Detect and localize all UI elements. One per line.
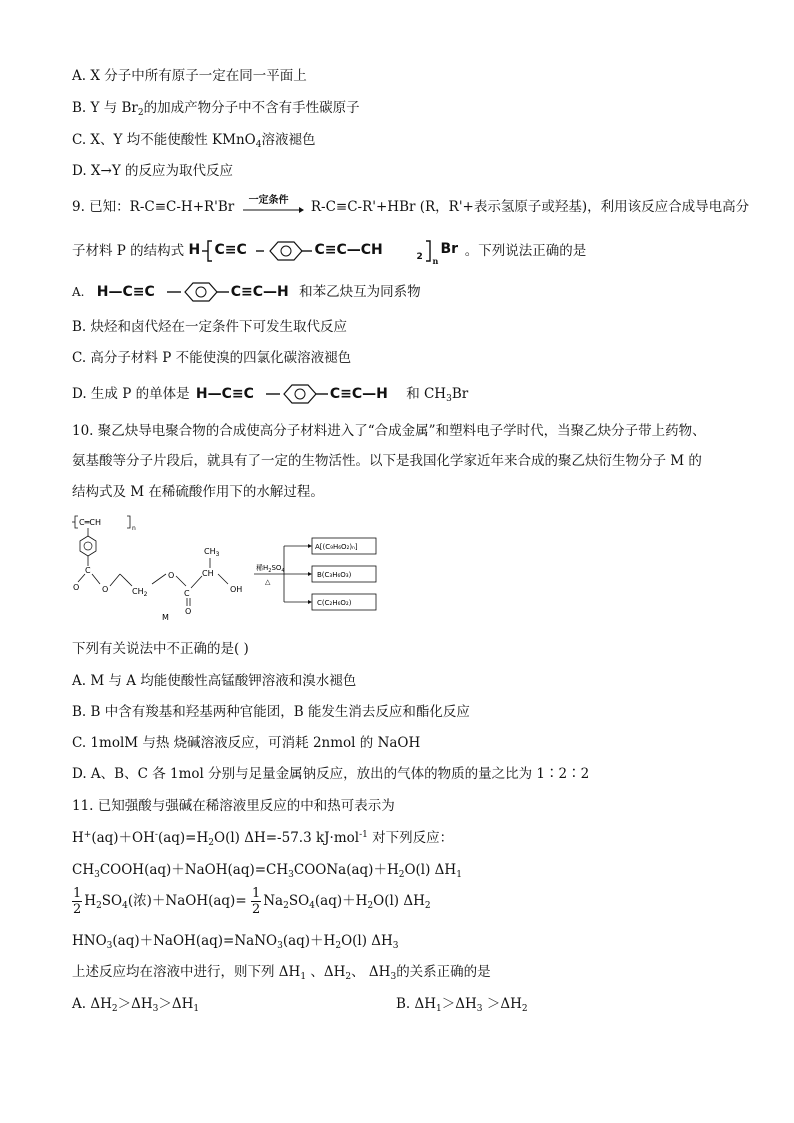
polymer-p-formula: H C≡C C≡C—CH 2 n Br [188, 238, 460, 264]
product-c-label: C(C₂H₆O₂) [317, 599, 352, 607]
diethynylbenzene-formula-d: H—C≡C C≡C—H [196, 382, 402, 406]
atom-c1: C [85, 566, 91, 575]
q11-question: 上述反应均在溶液中进行，则下列 $\Delta H_1$ 、$\Delta H_2$、 $\Delta H_3$的关系正确的是 [72, 964, 491, 982]
q9-option-d: D. 生成 P 的单体是 H—C≡C C≡C—H 和 $CH_3Br$ [72, 382, 468, 406]
arrow-icon [241, 198, 305, 216]
q8-option-d: D. X→Y 的反应为取代反应 [72, 163, 234, 179]
q9-option-b: B. 炔烃和卤代烃在一定条件下可发生取代反应 [72, 319, 348, 335]
product-b-label: B(C₃H₆O₃) [317, 571, 352, 579]
heat-symbol: △ [265, 578, 271, 586]
q10-option-d: D. A、B、C 各 1mol 分别与足量金属钠反应，放出的气体的物质的量之比为 1∶2∶2 [72, 766, 590, 782]
q10-question: 下列有关说法中不正确的是( ) [72, 641, 249, 657]
q11-option-a: A. $\Delta H_2>\Delta H_3>\Delta H_1$ [72, 996, 200, 1014]
fraction-half: $\frac{1}{2}$ [251, 886, 261, 917]
atom-c2: C [184, 589, 190, 598]
q9-option-a: A. H—C≡C C≡C—H 和苯乙炔互为同系物 [72, 280, 421, 304]
q8-option-c: C. X、Y 均不能使酸性 KMnO$_4$溶液褪色 [72, 132, 316, 150]
diethynylbenzene-formula-a: H—C≡C C≡C—H [97, 280, 295, 304]
q10-option-a: A. M 与 A 均能使酸性高锰酸钾溶液和溴水褪色 [72, 673, 357, 689]
q9-stem-line2: 子材料 P 的结构式 H C≡C C≡C—CH 2 n Br 。下列说法正确的是 [72, 238, 586, 264]
q11-equation-1: $CH_3COOH(aq)+NaOH(aq)=CH_3COONa(aq)+H_2O(l)$ $\Delta H_1$ [72, 862, 462, 880]
reaction-arrow [241, 195, 305, 216]
fraction-half: $\frac{1}{2}$ [73, 886, 82, 917]
atom-o1: O [73, 583, 80, 592]
q10-stem-line2: 氨基酸等分子片段后，就具有了一定的生物活性。以下是我国化学家近年来合成的聚乙炔衍生物分子 M 的 [72, 453, 702, 469]
q11-equation-2: $\frac{1}{2}$ $H_2SO_4$(浓)＋NaOH(aq)= $\frac{1}{2}$ $Na_2SO_4(aq)+H_2O(l)$ $\Delta H_2$ [73, 886, 431, 917]
q11-option-b: B. $\Delta H_1>\Delta H_3 >\Delta H_2$ [396, 996, 528, 1014]
q10-option-c: C. 1molM 与热 烧碱溶液反应，可消耗 2nmol 的 NaOH [72, 735, 421, 751]
chain-label: C═CH [79, 518, 102, 527]
m-hydrolysis-diagram [70, 512, 400, 624]
atom-o4: O [185, 607, 192, 616]
molecule-label-m: M [162, 613, 169, 622]
q10-option-b: B. B 中含有羧基和羟基两种官能团，B 能发生消去反应和酯化反应 [72, 704, 470, 720]
reagent-label: 稀$H_2SO_4$ [256, 564, 285, 574]
q10-stem-line1: 10. 聚乙炔导电聚合物的合成使高分子材料进入了“合成金属”和塑料电子学时代，当聚乙炔分子带上药物、 [72, 423, 706, 439]
product-a-label: A[(C₉H₆O₂)ₙ] [315, 543, 358, 551]
reaction-condition-label: 一定条件 [248, 195, 289, 206]
atom-o2: O [102, 585, 109, 594]
q11-equation-neutralization: $H^+(aq)+OH^-(aq)=H_2O(l)$ ΔH=-57.3 kJ·mol$^{-1}$ 对下列反应： [72, 830, 454, 848]
chain-n: n [132, 525, 136, 532]
q8-option-a: A. X 分子中所有原子一定在同一平面上 [72, 68, 307, 84]
q9-stem-line1: 9. 已知：R-C≡C-H+R'Br 一定条件 R-C≡C-R'+HBr (R，R'+表示氢原子或羟基)，利用该反应合成导电高分 [72, 198, 749, 216]
q11-stem: 11. 已知强酸与强碱在稀溶液里反应的中和热可表示为 [72, 798, 395, 814]
q10-stem-line3: 结构式及 M 在稀硫酸作用下的水解过程。 [72, 484, 324, 500]
atom-ch2: $CH_2$ [132, 587, 148, 598]
q9-option-c: C. 高分子材料 P 不能使溴的四氯化碳溶液褪色 [72, 350, 352, 366]
atom-oh: OH [230, 585, 243, 594]
atom-o3: O [168, 571, 175, 580]
q8-option-b: B. Y 与 $Br_2$的加成产物分子中不含有手性碳原子 [72, 100, 360, 118]
atom-ch: CH [202, 569, 214, 578]
q11-equation-3: $HNO_3(aq)+NaOH(aq)=NaNO_3(aq)+H_2O(l)$ $\Delta H_3$ [72, 933, 399, 951]
atom-ch3: $CH_3$ [204, 547, 220, 558]
